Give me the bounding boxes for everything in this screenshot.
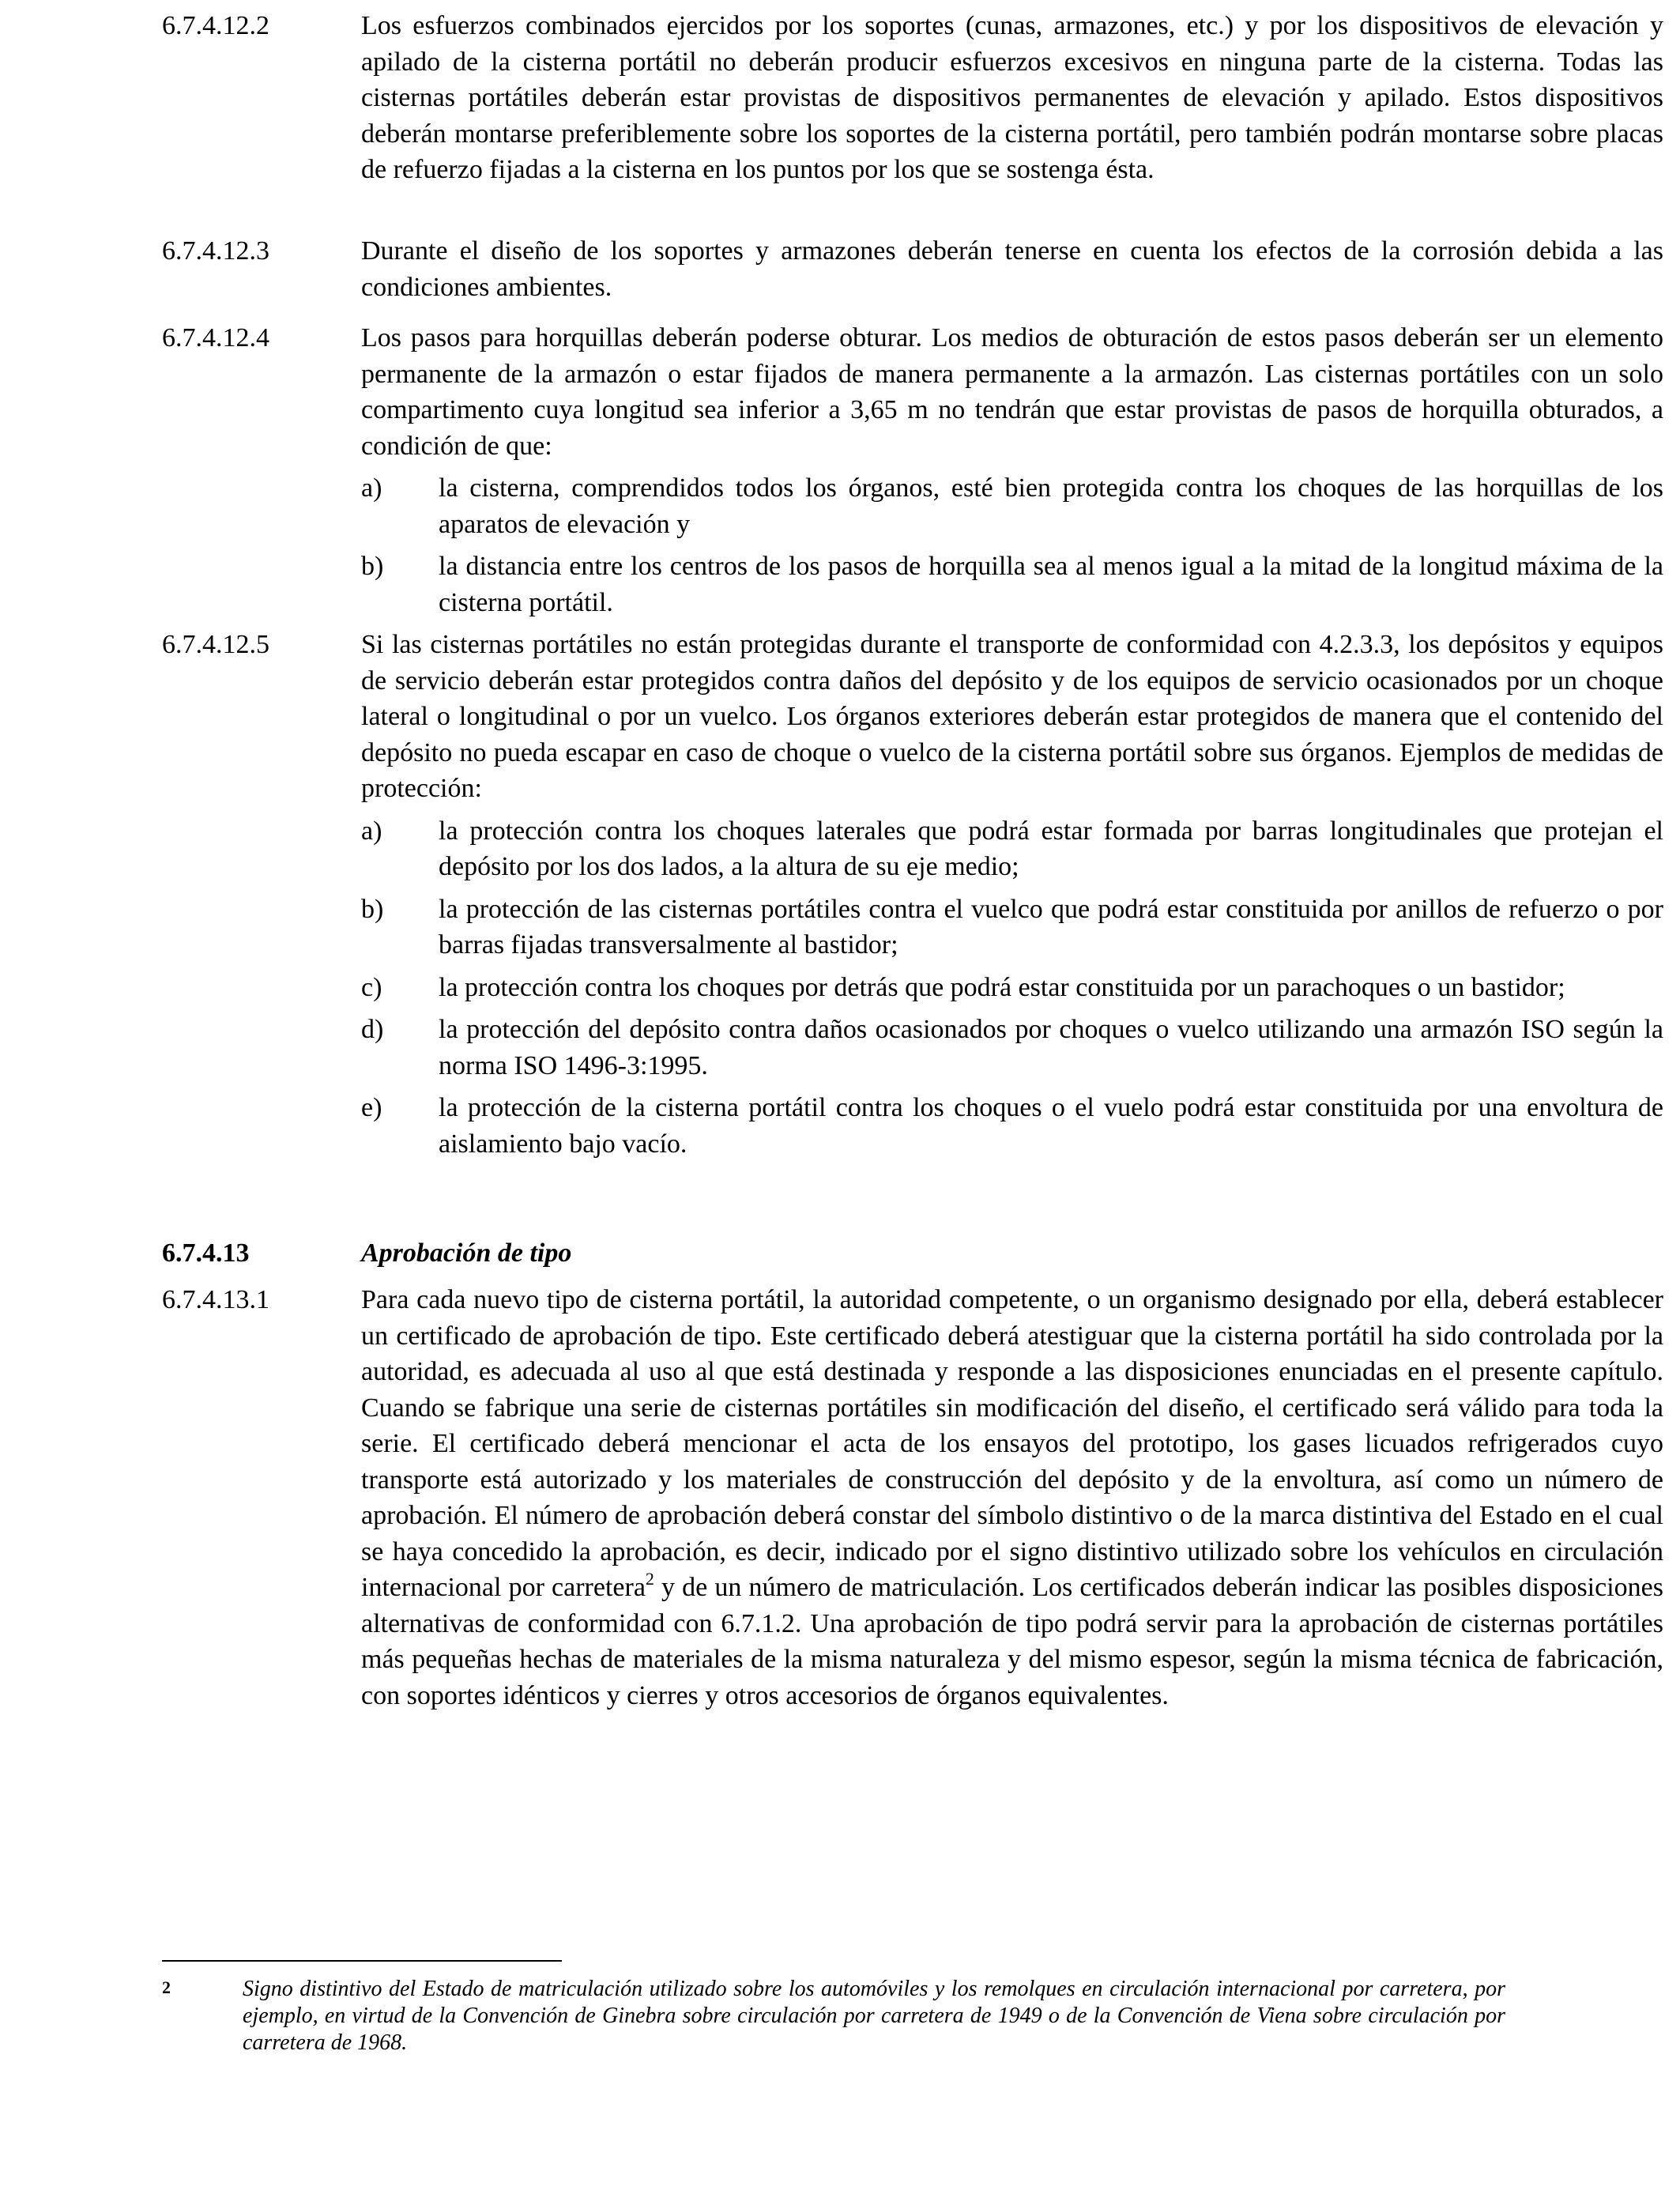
paragraph-6-7-4-12-4 <box>162 320 1663 620</box>
list-item-label: d) <box>361 1015 384 1044</box>
paragraph-number: 6.7.4.12.2 <box>162 11 269 40</box>
paragraph-6-7-4-13-1 <box>162 1282 1663 1713</box>
list-item-text: la distancia entre los centros de los pasos de horquilla sea al menos igual a la mitad de la longitud máxima de la cisterna portátil. <box>439 552 1663 617</box>
paragraph-number: 6.7.4.13.1 <box>162 1285 269 1314</box>
list-item-label: c) <box>361 972 382 1002</box>
list-item-text: la protección contra los choques laterales que podrá estar formada por barras longitudinales que protejan el depósito por los dos lados, a la altura de su eje medio; <box>439 816 1663 881</box>
paragraph-text: Los pasos para horquillas deberán poderse obturar. Los medios de obturación de estos pasos deberán ser un elemento permanente de la armazón o estar fijados de manera permanente a la armazón. Las cisternas portátiles con un solo compartimento cuya longitud sea inferior a 3,65 m no tendrán que estar provistas de pasos de horquilla obturados, a condición de que: <box>361 323 1663 461</box>
paragraph-number: 6.7.4.12.5 <box>162 630 269 659</box>
list-item-label: a) <box>361 473 382 503</box>
footnote-text: Signo distintivo del Estado de matriculación utilizado sobre los automóviles y los remolques en circulación internacional por carretera, por ejemplo, en virtud de la Convención de Ginebra sobre circulación por carretera de 1949 o de la Convención de Viena sobre circulación por carretera de 1968. <box>243 1977 1505 2055</box>
paragraph-text <box>361 1282 1663 1713</box>
footnote-separator <box>162 1960 562 1962</box>
paragraph-number: 6.7.4.12.3 <box>162 236 269 266</box>
list-item-label: b) <box>361 894 384 924</box>
paragraph-number: 6.7.4.12.4 <box>162 323 269 352</box>
footnote-reference: 2 <box>645 1569 654 1589</box>
paragraph-text: Durante el diseño de los soportes y armazones deberán tenerse en cuenta los efectos de la corrosión debida a las condiciones ambientes. <box>361 236 1663 302</box>
section-heading <box>162 1235 1505 1272</box>
list-item-text: la cisterna, comprendidos todos los órganos, esté bien protegida contra los choques de las horquillas de los aparatos de elevación y <box>439 473 1663 539</box>
list-item-label: b) <box>361 552 384 581</box>
list-item-text: la protección contra los choques por detrás que podrá estar constituida por un parachoques o un bastidor; <box>439 972 1565 1002</box>
list-item <box>361 548 1663 620</box>
list-item <box>361 813 1663 885</box>
list-item <box>361 470 1663 542</box>
list-item-text: la protección del depósito contra daños ocasionados por choques o vuelco utilizando una armazón ISO según la norma ISO 1496-3:1995. <box>439 1015 1663 1080</box>
footnote <box>162 1976 1505 2056</box>
list-item <box>361 1012 1663 1084</box>
paragraph-text-part: y de un número de matriculación. Los certificados deberán indicar las posibles disposiciones alternativas de conformidad con 6.7.1.2. Una aprobación de tipo podrá servir para la aprobación de cisternas portátiles más pequeñas hechas de materiales de la misma naturaleza y del mismo espesor, según la misma técnica de fabricación, con soportes idénticos y cierres y otros accesorios de órganos equivalentes. <box>361 1573 1663 1710</box>
paragraph-6-7-4-12-2 <box>162 8 1663 188</box>
list-item <box>361 892 1663 963</box>
heading-number: 6.7.4.13 <box>162 1238 250 1268</box>
paragraph-text: Los esfuerzos combinados ejercidos por los soportes (cunas, armazones, etc.) y por los dispositivos de elevación y apilado de la cisterna portátil no deberán producir esfuerzos excesivos en ninguna parte de la cisterna. Todas las cisternas portátiles deberán estar provistas de dispositivos permanentes de elevación y apilado. Estos dispositivos deberán montarse preferiblemente sobre los soportes de la cisterna portátil, pero también podrán montarse sobre placas de refuerzo fijadas a la cisterna en los puntos por los que se sostenga ésta. <box>361 11 1663 184</box>
paragraph-6-7-4-12-5 <box>162 627 1663 1162</box>
paragraph-6-7-4-12-3 <box>162 233 1663 305</box>
heading-title: Aprobación de tipo <box>361 1238 572 1268</box>
list <box>361 470 1663 620</box>
paragraph-text: Si las cisternas portátiles no están protegidas durante el transporte de conformidad con 4.2.3.3, los depósitos y equipos de servicio deberán estar protegidos contra daños del depósito y de los equipos de servicio ocasionados por un choque lateral o longitudinal o por un vuelco. Los órganos exteriores deberán estar protegidos de manera que el contenido del depósito no pueda escapar en caso de choque o vuelco de la cisterna portátil sobre sus órganos. Ejemplos de medidas de protección: <box>361 630 1663 803</box>
paragraph-text-part: Para cada nuevo tipo de cisterna portátil, la autoridad competente, o un organismo designado por ella, deberá establecer un certificado de aprobación de tipo. Este certificado deberá atestiguar que la cisterna portátil ha sido controlada por la autoridad, es adecuada al uso al que está destinada y responde a las disposiciones enunciadas en el presente capítulo. Cuando se fabrique una serie de cisternas portátiles sin modificación del diseño, el certificado será válido para toda la serie. El certificado deberá mencionar el acta de los ensayos del prototipo, los gases licuados refrigerados cuyo transporte está autorizado y los materiales de construcción del depósito y de la envoltura, así como un número de aprobación. El número de aprobación deberá constar del símbolo distintivo o de la marca distintiva del Estado en el cual se haya concedido la aprobación, es decir, indicado por el signo distintivo utilizado sobre los vehículos en circulación internacional por carretera <box>361 1285 1663 1602</box>
list-item-label: a) <box>361 816 382 846</box>
list-item <box>361 970 1663 1006</box>
list <box>361 813 1663 1163</box>
list-item-label: e) <box>361 1093 382 1122</box>
footnote-mark: 2 <box>162 1977 171 1997</box>
list-item-text: la protección de la cisterna portátil contra los choques o el vuelo podrá estar constituida por una envoltura de aislamiento bajo vacío. <box>439 1093 1663 1159</box>
list-item <box>361 1090 1663 1162</box>
list-item-text: la protección de las cisternas portátiles contra el vuelco que podrá estar constituida por anillos de refuerzo o por barras fijadas transversalmente al bastidor; <box>439 894 1663 959</box>
